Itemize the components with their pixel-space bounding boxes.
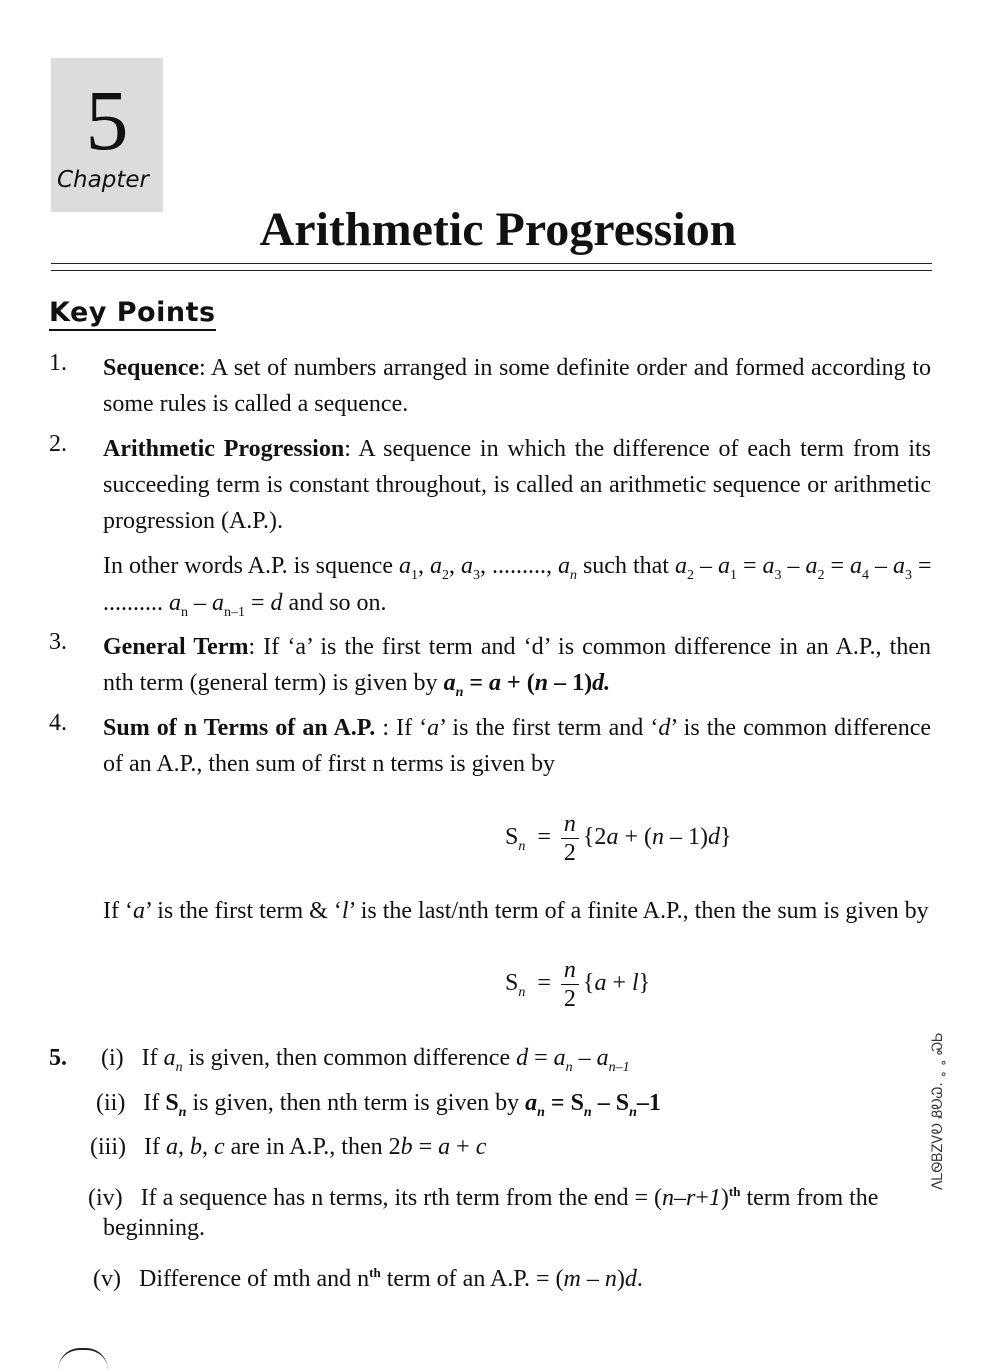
chapter-label: Chapter	[57, 167, 149, 193]
item-3-term: General Term	[103, 634, 249, 660]
title-rule-top	[51, 263, 932, 264]
item-1-number: 1.	[49, 350, 67, 376]
sum-formula-1: $S_n$ = $\frac{n}{2}$ {2a + (n – 1)d}	[505, 811, 732, 866]
page-corner-arc	[58, 1348, 108, 1370]
item-4-paragraph: Sum of n Terms of an A.P. : If ‘a’ is the first term and ‘d’ is the common difference of an A.P., then sum of first n terms is given by	[103, 715, 931, 777]
item-5-v: (v) Difference of mth and $n^{th}$ term of an A.P. = (m – n)d.	[93, 1265, 643, 1292]
item-2-other-words-line: In other words A.P. is squence $a_1$, $a_2$, $a_3$, ........., $a_n$ such that $a_2 - a_1 = a_3 - a_2 = a_4 - a_3$ =	[103, 553, 932, 583]
item-2-and-so-on-line: .......... $a_n - a_{n-1} = d$ and so on.	[103, 590, 387, 620]
item-3-number: 3.	[49, 629, 67, 655]
item-3-text: : If ‘a’ is the first term and ‘d’ is common difference in an A.P., then nth term (general term) is given by	[103, 634, 932, 696]
item-5-iv: (iv) If a sequence has n terms, its rth term from the end = $(n-r+1)^{th}$ term from the	[88, 1184, 879, 1211]
item-2-term: Arithmetic Progression	[103, 436, 345, 462]
item-4-term: Sum of n Terms of an A.P.	[103, 715, 376, 741]
item-4-number: 4.	[49, 710, 67, 736]
item-3-paragraph	[103, 629, 931, 711]
item-5-number: 5.	[49, 1045, 67, 1071]
item-5-ii: (ii) If $S_n$ is given, then nth term is given by $a_n = S_n - S_n-1$	[96, 1090, 661, 1120]
item-2-number: 2.	[49, 431, 67, 457]
page-title: Arithmetic Progression	[259, 203, 737, 256]
item-4-last-term-line: If ‘a’ is the first term & ‘l’ is the last/nth term of a finite A.P., then the sum is given by	[103, 898, 929, 924]
chapter-badge	[51, 58, 163, 212]
item-2-paragraph	[103, 431, 931, 539]
item-5-i: (i) If $a_n$ is given, then common difference $d = a_n - a_{n-1}$	[101, 1045, 630, 1075]
item-1-text: : A set of numbers arranged in some definite order and formed according to some rules is called a sequence.	[103, 355, 931, 417]
key-points-heading: Key Points	[49, 297, 216, 331]
margin-note: ᐱᏞᏫᏴᏃᏙᎧ ᏰᎧᏇ. ˳ ˳ ᏍᏏ	[930, 1032, 946, 1190]
item-2-text: : A sequence in which the difference of each term from its succeeding term is constant throughout, is called an arithmetic sequence or arithmetic progression (A.P.).	[103, 436, 931, 534]
chapter-number: 5	[85, 72, 129, 168]
general-term-formula: $a_n = a + (n - 1)d$.	[443, 670, 611, 700]
item-1-paragraph	[103, 350, 931, 422]
title-rule-bottom	[51, 270, 932, 271]
sum-formula-2: $S_n$ = $\frac{n}{2}$ {a + l}	[505, 957, 651, 1012]
item-5-iii: (iii) If a, b, c are in A.P., then 2b = a + c	[90, 1134, 487, 1160]
item-1-term: Sequence	[103, 355, 199, 381]
item-5-iv-continued: beginning.	[103, 1215, 205, 1241]
